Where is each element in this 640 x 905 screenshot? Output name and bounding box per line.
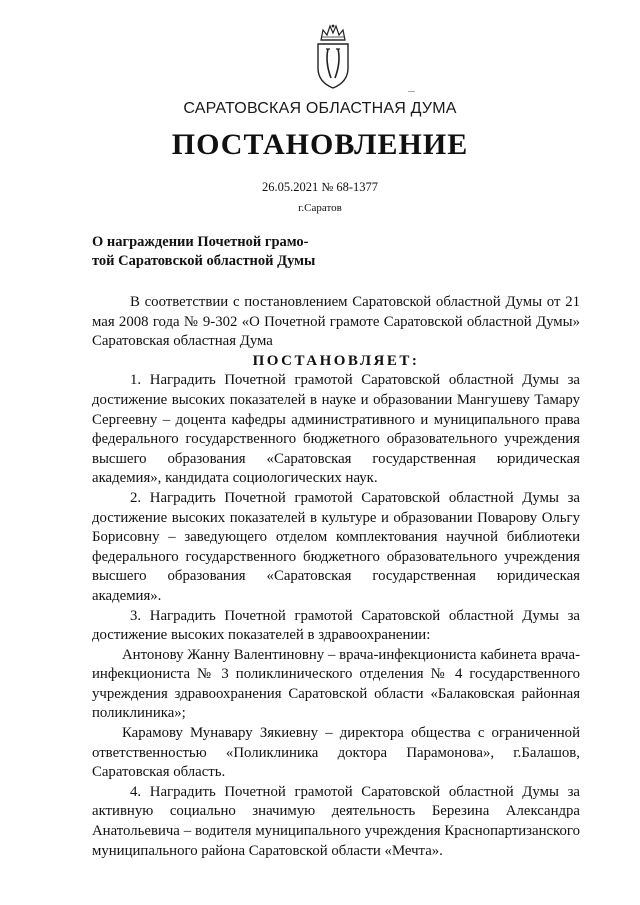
document-body (92, 293, 580, 861)
item-3-paragraph: 3. Наградить Почетной грамотой Саратовской областной Думы за достижение высоких показателей в здравоохранении: (92, 607, 580, 644)
decree-heading: ПОСТАНОВЛЯЕТ: (252, 352, 420, 369)
item-3-awardee-2: Карамову Мунавару Зякиевну – директора общества с ограниченной ответственностью «Поликлиника доктора Парамонова», г.Балашов, Саратовская область. (92, 725, 580, 781)
city-name: г.Саратов (298, 202, 342, 214)
preamble-paragraph: В соответствии с постановлением Саратовской областной Думы от 21 мая 2008 года № 9-302 «О Почетной грамоте Саратовской областной Думы» Саратовская областная Дума (92, 294, 580, 350)
date-and-number: 26.05.2021 № 68-1377 (261, 180, 379, 194)
organization-name: САРАТОВСКАЯ ОБЛАСТНАЯ ДУМА (183, 100, 457, 117)
item-3-awardee-1: Антонову Жанну Валентиновну – врача-инфекциониста кабинета врача-инфекциониста № 3 поликлинического отделения № 4 государственного учреждения здравоохранения Саратовской области «Балаковская районная поликлиника»; (92, 646, 580, 722)
item-1-paragraph: 1. Наградить Почетной грамотой Саратовской областной Думы за достижение высоких показателей в науке и образовании Мангушеву Тамару Сергеевну – доцента кафедры административного и муниципального права федерального государственного бюджетного образовательного учреждения высшего образования «Саратовская государственная юридическая академия», кандидата социологических наук. (92, 372, 580, 487)
document-type-title: ПОСТАНОВЛЕНИЕ (171, 128, 469, 161)
subject-line-2: той Саратовской областной Думы (92, 253, 316, 269)
saratov-oblast-coat-of-arms-icon (313, 22, 353, 90)
subject-line-1: О награждении Почетной грамо- (92, 234, 309, 250)
document-subject (92, 233, 392, 271)
item-2-paragraph: 2. Наградить Почетной грамотой Саратовской областной Думы за достижение высоких показателей в культуре и образовании Поварову Ольгу Борисовну – заведующего отделом комплектования научной библиотеки федерального государственного бюджетного образовательного учреждения высшего образования «Саратовская государственная юридическая академия». (92, 489, 580, 604)
emblem-mark: — (408, 88, 415, 95)
item-4-paragraph: 4. Наградить Почетной грамотой Саратовской областной Думы за активную социально значимую деятельность Березина Александра Анатольевича – водителя муниципального учреждения Краснопартизанского муниципального района Саратовской области «Мечта». (92, 783, 580, 859)
